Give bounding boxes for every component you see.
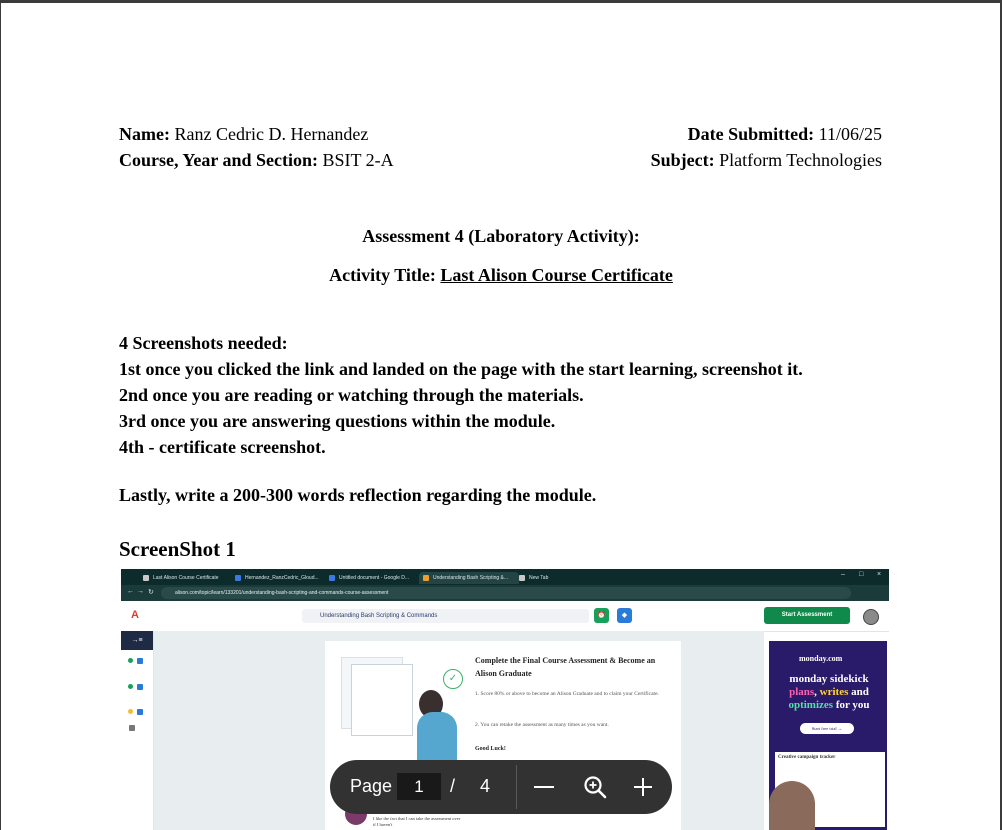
zoom-in-button[interactable] bbox=[630, 774, 656, 800]
browser-tab: Hernandez_RanzCedric_Gloud... bbox=[231, 572, 319, 584]
module-icon bbox=[137, 684, 143, 690]
plus-icon bbox=[642, 778, 644, 796]
subject-label: Subject: bbox=[650, 150, 715, 170]
instruction-line: 2nd once you are reading or watching through the materials. bbox=[119, 385, 584, 405]
zoom-icon bbox=[582, 774, 608, 800]
date-label: Date Submitted: bbox=[687, 124, 815, 144]
tab-favicon-icon bbox=[519, 575, 525, 581]
assessment-title: Assessment 4 (Laboratory Activity): bbox=[362, 226, 640, 246]
alarm-icon: ⏰ bbox=[594, 608, 609, 623]
tab-favicon-icon bbox=[329, 575, 335, 581]
completed-icon bbox=[128, 684, 133, 689]
illustration-document-icon bbox=[351, 664, 413, 736]
course-sidebar bbox=[121, 631, 154, 830]
course-name-pill: Understanding Bash Scripting & Commands bbox=[302, 609, 589, 623]
toolbar-divider bbox=[516, 765, 517, 809]
user-avatar-icon bbox=[863, 609, 879, 625]
instruction-line: 3rd once you are answering questions within the module. bbox=[119, 411, 556, 431]
maximize-icon: □ bbox=[859, 571, 864, 578]
activity-title bbox=[0, 265, 1002, 286]
browser-tab: Untitled document - Google D... bbox=[325, 572, 409, 584]
card-point: 2. You can retake the assessment as many times as you want. bbox=[475, 722, 609, 728]
window-top-border bbox=[0, 0, 1002, 3]
module-icon bbox=[137, 709, 143, 715]
check-icon: ✓ bbox=[443, 669, 463, 689]
screenshot-heading: ScreenShot 1 bbox=[119, 537, 236, 561]
name-label: Name: bbox=[119, 124, 170, 144]
total-pages: 4 bbox=[480, 776, 491, 796]
gamepad-icon: ◆ bbox=[617, 608, 632, 623]
card-title: Complete the Final Course Assessment & Become an Alison Graduate bbox=[475, 656, 656, 678]
ad-person-image bbox=[769, 781, 815, 830]
start-assessment-button-image: Start Assessment bbox=[764, 607, 850, 624]
instruction-line: 1st once you clicked the link and landed on the page with the start learning, screenshot it. bbox=[119, 359, 803, 379]
page-separator: / bbox=[450, 776, 456, 796]
instruction-line: 4th - certificate screenshot. bbox=[119, 437, 326, 457]
tab-favicon-icon bbox=[423, 575, 429, 581]
minimize-icon: – bbox=[841, 571, 845, 578]
minus-icon bbox=[534, 786, 554, 788]
url-field: alison.com/topic/learn/133201/understanding-bash-scripting-and-commands-course-assessment bbox=[161, 587, 851, 599]
assessment-icon bbox=[129, 725, 135, 731]
browser-tab-active: Understanding Bash Scripting &... bbox=[419, 572, 519, 584]
back-icon: ← bbox=[127, 588, 134, 595]
expand-menu-icon: →≡ bbox=[121, 631, 153, 650]
fit-zoom-button[interactable] bbox=[582, 774, 608, 800]
good-luck-text: Good Luck! bbox=[475, 746, 506, 752]
student-info bbox=[119, 121, 394, 173]
close-icon: × bbox=[877, 571, 882, 578]
page-label: Page bbox=[350, 776, 393, 796]
subject-value: Platform Technologies bbox=[714, 150, 882, 170]
browser-tab-bar bbox=[121, 569, 889, 585]
activity-title-label: Activity Title: bbox=[329, 265, 441, 285]
reflection-instruction: Lastly, write a 200-300 words reflection regarding the module. bbox=[119, 485, 597, 505]
course-value: BSIT 2-A bbox=[318, 150, 394, 170]
zoom-out-button[interactable] bbox=[528, 772, 560, 802]
ad-tracker-title: Creative campaign tracker bbox=[778, 755, 836, 760]
in-progress-icon bbox=[128, 709, 133, 714]
name-value: Ranz Cedric D. Hernandez bbox=[169, 124, 369, 144]
forward-icon: → bbox=[137, 588, 144, 595]
reload-icon: ↻ bbox=[148, 589, 154, 596]
browser-tab: New Tab bbox=[515, 572, 548, 584]
ad-trial-button-image: Start free trial → bbox=[800, 723, 854, 734]
module-icon bbox=[137, 658, 143, 664]
activity-title-value: Last Alison Course Certificate bbox=[440, 265, 673, 285]
instructions-block bbox=[119, 330, 803, 460]
browser-address-bar bbox=[121, 585, 889, 601]
instruction-line: 4 Screenshots needed: bbox=[119, 333, 288, 353]
pdf-page-toolbar bbox=[330, 760, 672, 814]
browser-tab: Last Alison Course Certificate bbox=[139, 572, 219, 584]
ad-headline: monday sidekick plans, writes and optimizes for you bbox=[788, 673, 870, 711]
review-text: I like the fact that I can take the assessment over if I haven't bbox=[373, 816, 461, 827]
card-point: 1. Score 80% or above to become an Alison Graduate and to claim your Certificate. bbox=[475, 691, 659, 697]
site-header bbox=[121, 601, 889, 632]
date-value: 11/06/25 bbox=[814, 124, 882, 144]
alison-logo-icon: A bbox=[131, 609, 139, 621]
monday-logo: monday.com bbox=[799, 654, 843, 663]
course-label: Course, Year and Section: bbox=[119, 150, 318, 170]
tab-favicon-icon bbox=[143, 575, 149, 581]
completed-icon bbox=[128, 658, 133, 663]
page-number-input[interactable] bbox=[397, 773, 441, 800]
tab-favicon-icon bbox=[235, 575, 241, 581]
submission-info bbox=[651, 121, 882, 173]
window-left-border bbox=[0, 0, 1, 830]
